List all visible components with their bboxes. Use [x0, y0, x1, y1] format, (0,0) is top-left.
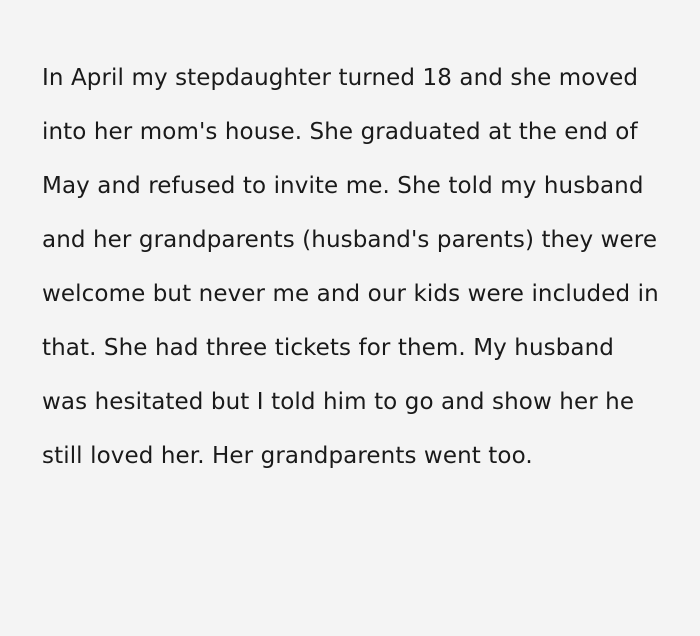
story-body-text: In April my stepdaughter turned 18 and she moved into her mom's house. She graduated at the end of May and refused to invite me. She told my husband and her grandparents (husband's parents) they were welcome but never me and our kids were included in that. She had three tickets for them. My husband was hesitated but I told him to go and show her he still loved her. Her grandparents went too.: [42, 65, 667, 469]
